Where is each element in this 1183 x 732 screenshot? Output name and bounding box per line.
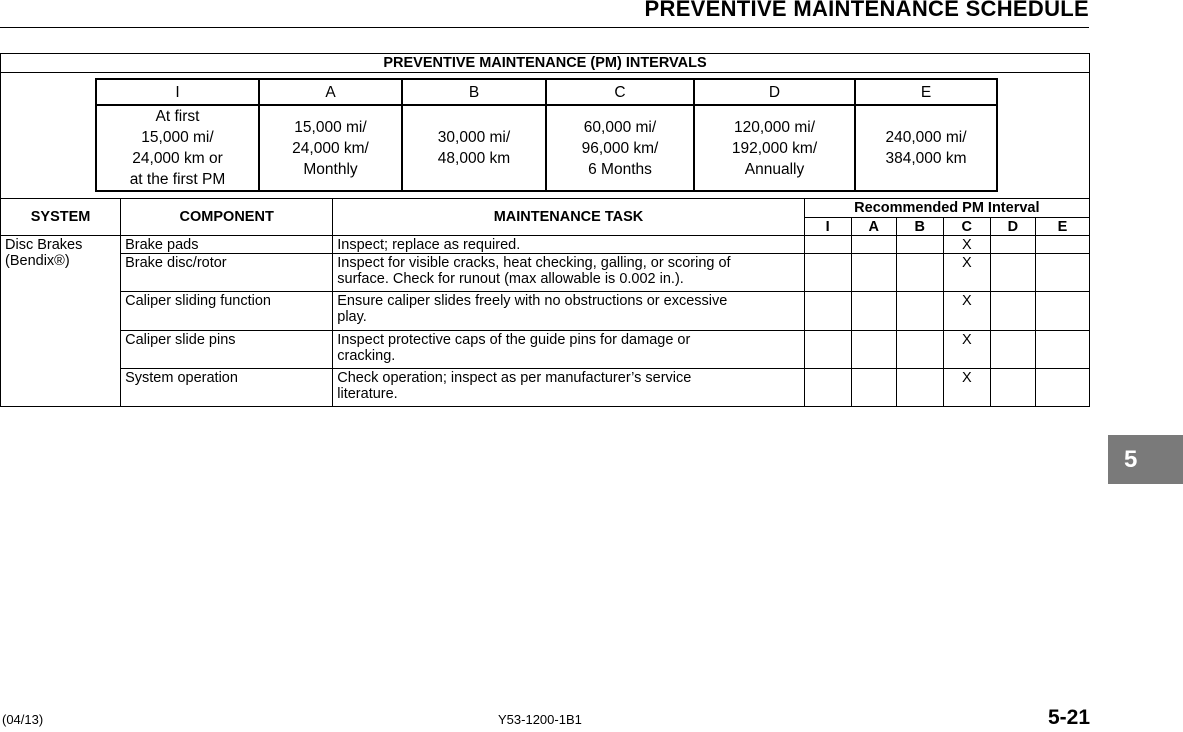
interval-value-i [96,105,259,191]
component-header: COMPONENT [121,199,333,236]
pm-intervals-heading: PREVENTIVE MAINTENANCE (PM) INTERVALS [1,54,1090,73]
mark-cell [851,236,896,254]
interval-value-line: 6 Months [588,160,652,178]
task-cell: Inspect; replace as required. [333,236,804,254]
component-cell: Brake disc/rotor [121,254,333,292]
system-name: Disc Brakes [5,237,83,253]
interval-label-e: E [855,79,997,105]
component-cell: Caliper slide pins [121,331,333,369]
maintenance-table [0,53,1090,407]
interval-value-line: 48,000 km [437,150,511,167]
interval-value-line: at the first PM [129,171,226,188]
mark-cell: X [943,331,990,369]
mark-cell [896,236,943,254]
interval-col-i: I [804,218,851,236]
interval-value-line: 192,000 km/ [731,139,818,157]
page-number: 5-21 [1048,706,1091,729]
task-cell [333,369,804,407]
interval-value-a [259,105,402,191]
component-cell: Brake pads [121,236,333,254]
task-line: cracking. [337,348,396,364]
interval-value-line: 24,000 km/ [292,139,369,157]
interval-value-line: 240,000 mi/ [885,129,967,146]
mark-cell: X [943,254,990,292]
mark-cell [804,331,851,369]
task-cell [333,292,804,331]
footer-date: (04/13) [2,712,44,727]
component-cell: Caliper sliding function [121,292,333,331]
component-cell: System operation [121,369,333,407]
task-cell [333,331,804,369]
footer-doc-number: Y53-1200-1B1 [498,712,582,727]
interval-col-a: A [851,218,896,236]
task-line: play. [337,309,367,325]
section-tab: 5 [1108,435,1183,484]
system-brand: (Bendix®) [5,253,70,269]
pm-intervals-table [95,78,998,192]
table-row [1,236,1090,254]
mark-cell [851,369,896,407]
page-title: PREVENTIVE MAINTENANCE SCHEDULE [644,0,1089,21]
mark-cell [1035,236,1089,254]
table-row [1,369,1090,407]
interval-value-line: 15,000 mi/ [141,129,214,146]
interval-value-c [546,105,694,191]
interval-value-e [855,105,997,191]
interval-value-line: At first [155,108,200,125]
interval-label-d: D [694,79,855,105]
mark-cell: X [943,236,990,254]
interval-header: Recommended PM Interval [804,199,1089,218]
interval-label-a: A [259,79,402,105]
table-row [1,254,1090,292]
interval-value-b [402,105,546,191]
task-line: Ensure caliper slides freely with no obstructions or excessive [337,293,728,309]
task-line: surface. Check for runout (max allowable is 0.002 in.). [337,271,684,287]
interval-value-line: 120,000 mi/ [734,118,815,136]
system-header: SYSTEM [1,199,121,236]
mark-cell [851,331,896,369]
interval-value-line: 384,000 km [885,150,967,167]
mark-cell [1035,254,1089,292]
mark-cell [896,331,943,369]
table-row [1,292,1090,331]
interval-value-line: 30,000 mi/ [437,129,511,146]
mark-cell [990,292,1035,331]
interval-col-e: E [1035,218,1089,236]
mark-cell [851,254,896,292]
mark-cell [804,236,851,254]
mark-cell [1035,292,1089,331]
mark-cell [1035,369,1089,407]
interval-value-line: 60,000 mi/ [583,118,657,136]
task-header: MAINTENANCE TASK [333,199,804,236]
mark-cell [896,254,943,292]
title-rule [0,27,1089,28]
mark-cell [804,292,851,331]
mark-cell: X [943,369,990,407]
mark-cell [990,369,1035,407]
task-line: Inspect for visible cracks, heat checking, galling, or scoring of [337,255,731,271]
task-line: Check operation; inspect as per manufacturer’s service [337,370,692,386]
table-row [1,331,1090,369]
pm-intervals-cell [1,73,1090,199]
interval-label-c: C [546,79,694,105]
mark-cell [1035,331,1089,369]
interval-value-line: Annually [744,160,805,178]
interval-label-b: B [402,79,546,105]
mark-cell [990,331,1035,369]
interval-col-c: C [943,218,990,236]
mark-cell [804,369,851,407]
interval-value-line: Monthly [303,160,358,178]
mark-cell [990,236,1035,254]
mark-cell [990,254,1035,292]
mark-cell [804,254,851,292]
interval-label-i: I [96,79,259,105]
mark-cell [896,292,943,331]
interval-value-line: 15,000 mi/ [294,118,367,136]
interval-value-line: 96,000 km/ [581,139,659,157]
system-cell [1,236,121,407]
interval-col-d: D [990,218,1035,236]
task-line: literature. [337,386,398,402]
interval-value-d [694,105,855,191]
interval-value-line: 24,000 km or [132,150,223,167]
mark-cell [896,369,943,407]
interval-col-b: B [896,218,943,236]
mark-cell [851,292,896,331]
mark-cell: X [943,292,990,331]
task-line: Inspect protective caps of the guide pins for damage or [337,332,691,348]
task-cell [333,254,804,292]
